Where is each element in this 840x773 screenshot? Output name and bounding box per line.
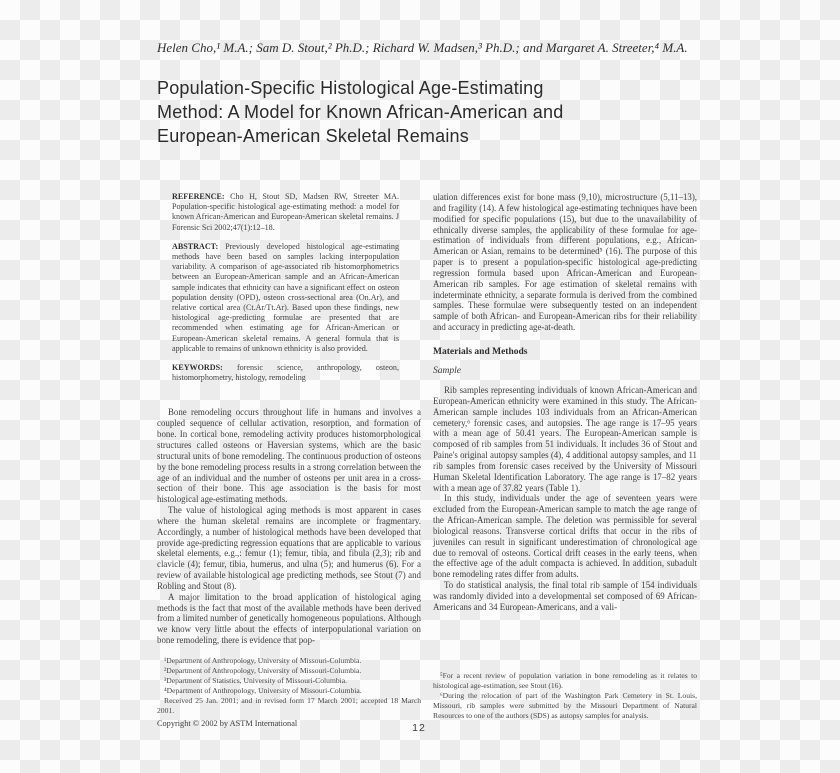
right-column [433,192,697,613]
body-paragraph: Bone remodeling occurs throughout life in humans and involves a coupled sequence of cellular activation, resorption, and formation of bone. In cortical bone, remodeling activity produces histomorphological structures called osteons or Haversian systems, which are the basic structural units of bone remodeling. The continuous production of osteons by the bone remodeling process results in a strong correlation between the age of an individual and the number of osteons per unit area in a cross-section of their bone. This age association is the basis for most histological age-estimating methods. [157,407,421,505]
copyright-line: Copyright © 2002 by ASTM International [157,719,298,728]
footnote-6: ⁶During the relocation of part of the Washington Park Cemetery in St. Louis, Missouri, rib samples were submitted by the Missouri Department of Natural Resources to one of the authors (SDS) as autopsy samples for analysis. [433,691,697,721]
section-heading-materials-and-methods: Materials and Methods [433,346,528,357]
article-title [157,76,697,148]
left-column [157,192,421,646]
footnote-affiliation-3: ³Department of Statistics, University of Missouri-Columbia. [164,676,348,686]
footnote-5: ⁵For a recent review of population variation in bone remodeling as it relates to histological age-estimation, see Stout (16). [433,671,697,691]
page-number: 12 [412,722,426,734]
body-paragraph: In this study, individuals under the age of seventeen years were excluded from the European-American sample to match the age range of the African-American sample. The deletion was permissible for several biological reasons. Transverse cortical drifts that occur in the ribs of juveniles can result in significant underestimation of chronological age due to removal of osteons. Cortical drift ceases in the early teens, when the effective age of the adult compacta is achieved. In addition, subadult bone remodeling rates differ from adults. [433,493,697,580]
journal-page [157,40,697,773]
keywords-paragraph [172,363,399,383]
article-title-line-2: Method: A Model for Known African-American and [157,102,564,122]
body-paragraph: The value of histological aging methods is most apparent in cases where the human skeletal remains are incomplete or fragmentary. Accordingly, a number of histological methods have been developed that provide age-predicting regression equations that are applicable to various skeletal elements, e.g.,: femur (1); femur, tibia, and fibula (2,3); rib and clavicle (4); femur, tibia, humerus, and ulna (5); and humerus (6). For a review of available histological age predicting methods, see Stout (7) and Robling and Stout (8). [157,505,421,591]
footnotes-right [433,671,697,721]
article-title-line-3: European-American Skeletal Remains [157,126,469,146]
subsection-heading-sample: Sample [433,365,461,376]
footnote-affiliation-2: ²Department of Anthropology, University of Missouri-Columbia. [164,666,362,676]
keywords-text: forensic science, anthropology, osteon, histomorphometry, histology, remodeling [172,363,399,383]
abstract-paragraph [172,242,399,354]
footnote-affiliation-1: ¹Department of Anthropology, University of Missouri-Columbia. [164,656,362,665]
body-paragraph: Rib samples representing individuals of known African-American and European-American ethnicity were examined in this study. The African-American sample includes 103 individuals from an African-American cemetery,⁶ forensic cases, and autopsies. The age range is 17–95 years with a mean age of 50.41 years. The European-American sample is composed of rib samples from 51 individuals. It includes 36 of Stout and Paine's original autopsy samples (4), 4 additional autopsy samples, and 11 rib samples from forensic cases received by the University of Missouri Human Skeletal Identification Laboratory. The age range is 17–82 years with a mean age of 37.82 years (Table 1). [433,384,697,493]
footnotes-left [157,656,421,717]
body-paragraph: A major limitation to the broad application of histological aging methods is the fact that most of the available methods have been derived from a limited number of genetically homogeneous populations. Although we know very little about the effects of interpopulational variation on bone remodeling, there is evidence that pop- [157,591,421,646]
body-paragraph: To do statistical analysis, the final total rib sample of 154 individuals was randomly divided into a developmental set composed of 69 African-Americans and 34 European-Americans, and a vali- [433,580,697,612]
reference-label: REFERENCE: [172,192,225,201]
abstract-label: ABSTRACT: [172,241,219,251]
authors-line: Helen Cho,¹ M.A.; Sam D. Stout,² Ph.D.; Richard W. Madsen,³ Ph.D.; and Margaret A. Streeter,⁴ M.A. [157,40,688,55]
reference-paragraph [172,192,399,233]
reference-text: Cho H, Stout SD, Madsen RW, Streeter MA. Population-specific histological age-estimating method: a model for known African-American and European-American skeletal remains. J Forensic Sci 2002;47(1):12–18. [172,192,399,232]
footnote-affiliation-4: ⁴Department of Anthropology, University of Missouri-Columbia. [164,686,362,696]
article-title-line-1: Population-Specific Histological Age-Estimating [157,78,544,98]
keywords-label: KEYWORDS: [172,363,223,373]
abstract-text: Previously developed histological age-estimating methods have been based on samples lacking interpopulation variability. A comparison of age-associated rib histomorphometrics between an European-American sample and an African-American sample indicates that ethnicity can have a significant effect on osteon population density (OPD), osteon cross-sectional area (On.Ar), and relative cortical area (Ct.Ar/Tt.Ar). Based upon these findings, new histological age-predicting formulae are presented that are recommended when estimating age for African-American or European-American skeletal remains. A general formula that is applicable to remains of unknown ethnicity is also provided. [172,241,399,353]
footnote-received-dates: Received 25 Jan. 2001; and in revised form 17 March 2001; accepted 18 March 2001. [157,696,421,716]
body-paragraph-continuation: ulation differences exist for bone mass (9,10), microstructure (5,11–13), and fragility (14). A few histological age-estimating techniques have been modified for specific populations (15), but due to the unavailability of ethnically diverse samples, the applicability of these formulae for age-estimation of individuals from different populations, e.g., African-American or Asian, remains to be determined⁵ (16). The purpose of this paper is to present a population-specific histological age-predicting regression formula based upon African-American and European-American rib samples. For age estimation of skeletal remains with indeterminate ethnicity, a separate formula is derived from the combined samples. These formulae were subsequently tested on an independent sample of both African- and European-American ribs for their reliability and accuracy in predicting age-at-death. [433,192,697,333]
